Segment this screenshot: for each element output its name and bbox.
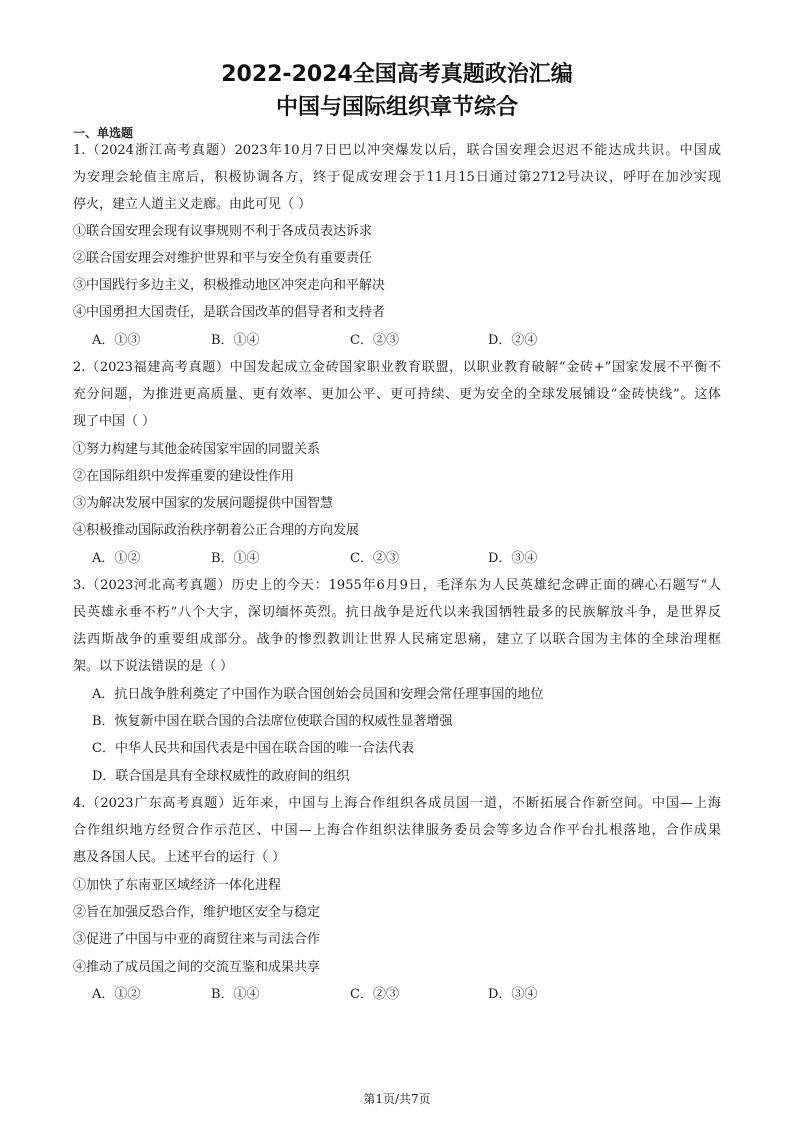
question-3-stem-line-3: 法西斯战争的重要组成部分。战争的惨烈教训让世界人民痛定思痛，建立了以联合国为主体的全球治理框 xyxy=(73,632,721,647)
question-3-choice-a: A．抗日战争胜利奠定了中国作为联合国创始会员国和安理会常任理事国的地位 xyxy=(92,687,544,702)
question-3-stem-line-1: 3.（2023河北高考真题）历史上的今天：1955年6月9日，毛泽东为人民英雄纪念碑正面的碑心石题写“人 xyxy=(73,578,721,593)
question-1-option-c: C．②③ xyxy=(350,333,399,348)
question-4-option-d: D．③④ xyxy=(488,987,538,1002)
question-2-item-4: ④积极推动国际政治秩序朝着公正合理的方向发展 xyxy=(73,523,360,538)
question-2-stem-line-2: 充分问题，为推进更高质量、更有效率、更加公平、更可持续、更为安全的全球发展铺设“金砖快线”。这体 xyxy=(73,387,721,402)
question-2-option-a: A．①② xyxy=(92,551,141,566)
question-4-option-b: B．①④ xyxy=(211,987,260,1002)
page-subtitle: 中国与国际组织章节综合 xyxy=(275,95,518,120)
question-3-choice-c: C．中华人民共和国代表是中国在联合国的唯一合法代表 xyxy=(92,741,414,756)
question-2-item-2: ②在国际组织中发挥重要的建设性作用 xyxy=(73,469,295,484)
question-4-option-c: C．②③ xyxy=(350,987,399,1002)
question-2-option-c: C．②③ xyxy=(350,551,399,566)
question-1-option-d: D．②④ xyxy=(488,333,538,348)
question-4-stem-line-1: 4.（2023广东高考真题）近年来，中国与上海合作组织各成员国一道，不断拓展合作新空间。中国—上海 xyxy=(73,796,721,811)
question-2-option-d: D．③④ xyxy=(488,551,538,566)
question-4-item-4: ④推动了成员国之间的交流互鉴和成果共享 xyxy=(73,960,321,975)
question-2-option-b: B．①④ xyxy=(211,551,260,566)
question-1-item-2: ②联合国安理会对维护世界和平与安全负有重要责任 xyxy=(73,251,373,266)
question-1-item-4: ④中国勇担大国责任，是联合国改革的倡导者和支持者 xyxy=(73,305,386,320)
question-2-stem-line-1: 2.（2023福建高考真题）中国发起成立金砖国家职业教育联盟，以职业教育破解“金砖+”国家发展不平衡不 xyxy=(73,360,721,375)
question-4-stem-line-3: 惠及各国人民。上述平台的运行（ ） xyxy=(73,850,286,865)
question-1-stem-line-1: 1.（2024浙江高考真题）2023年10月7日巴以冲突爆发以后，联合国安理会迟迟不能达成共识。中国成 xyxy=(73,143,721,158)
question-1-option-b: B．①④ xyxy=(211,333,260,348)
question-3-stem-line-2: 民英雄永垂不朽”八个大字，深切缅怀英烈。抗日战争是近代以来我国牺牲最多的民族解放斗争，是世界反 xyxy=(73,605,721,620)
question-4-item-3: ③促进了中国与中亚的商贸往来与司法合作 xyxy=(73,932,321,947)
question-1-item-3: ③中国践行多边主义，积极推动地区冲突走向和平解决 xyxy=(73,278,386,293)
question-3-choice-d: D．联合国是具有全球权威性的政府间的组织 xyxy=(92,769,350,784)
question-4-stem-line-2: 合作组织地方经贸合作示范区、中国—上海合作组织法律服务委员会等多边合作平台扎根落地，合作成果 xyxy=(73,823,721,838)
question-4-item-2: ②旨在加强反恐合作，维护地区安全与稳定 xyxy=(73,905,321,920)
section-heading: 一、单选题 xyxy=(73,126,134,140)
question-1-option-a: A．①③ xyxy=(92,333,141,348)
question-2-item-3: ③为解决发展中国家的发展问题提供中国智慧 xyxy=(73,496,334,511)
question-4-option-a: A．①② xyxy=(92,987,141,1002)
page-number: 第1页/共7页 xyxy=(363,1092,431,1106)
question-4-item-1: ①加快了东南亚区域经济一体化进程 xyxy=(73,878,282,893)
page-title: 2022-2024全国高考真题政治汇编 xyxy=(221,62,573,87)
question-1-stem-line-2: 为安理会轮值主席后，积极协调各方，终于促成安理会于11月15日通过第2712号决议，呼吁在加沙实现 xyxy=(73,170,721,185)
question-1-item-1: ①联合国安理会现有议事规则不利于各成员表达诉求 xyxy=(73,224,373,239)
question-2-stem-line-3: 现了中国（ ） xyxy=(73,414,156,429)
question-3-stem-line-4: 架。以下说法错误的是（ ） xyxy=(73,659,234,674)
question-1-stem-line-3: 停火，建立人道主义走廊。由此可见（ ） xyxy=(73,197,312,212)
question-2-item-1: ①努力构建与其他金砖国家牢固的同盟关系 xyxy=(73,442,321,457)
question-3-choice-b: B．恢复新中国在联合国的合法席位使联合国的权威性显著增强 xyxy=(92,714,453,729)
